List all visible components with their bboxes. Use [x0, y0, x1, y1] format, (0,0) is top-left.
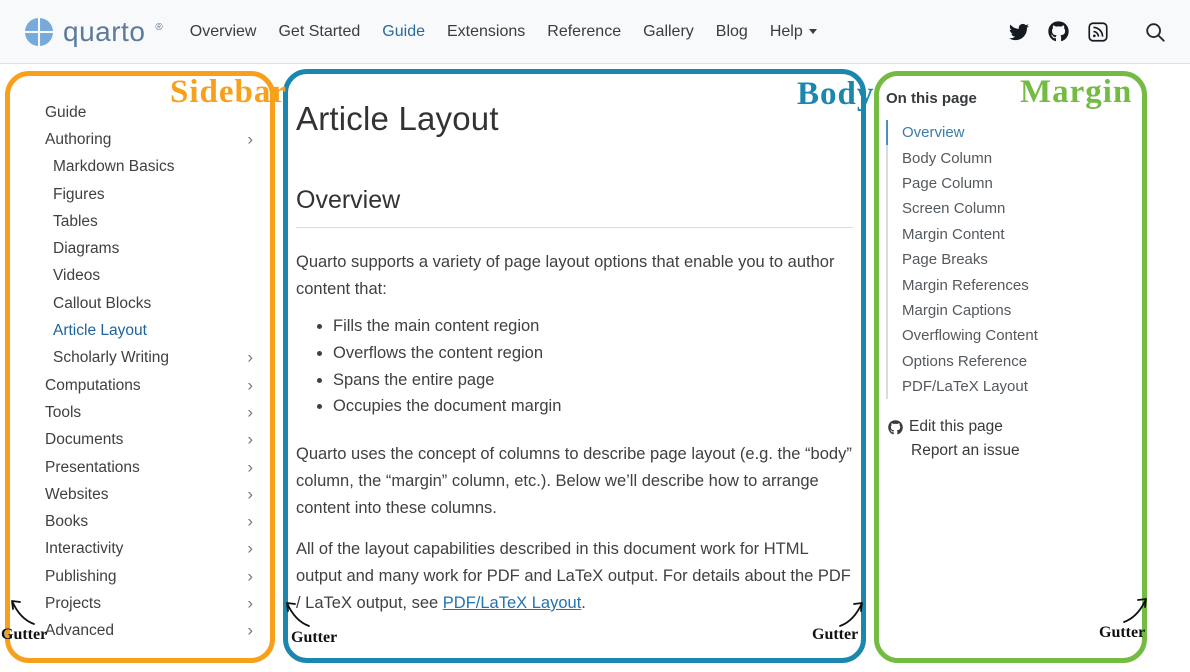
- github-icon: [888, 420, 903, 435]
- registered-mark: ®: [155, 21, 163, 33]
- sidebar-item-label: Diagrams: [53, 240, 120, 258]
- article-body: [296, 84, 853, 617]
- report-an-issue-label: Report an issue: [911, 442, 1020, 460]
- chevron-right-icon[interactable]: ›: [247, 456, 253, 476]
- on-this-page-toc: [886, 90, 1134, 463]
- paragraph: Quarto uses the concept of columns to describe page layout (e.g. the “body” column, the “margin” column, etc.). Below we’ll describe how to arrange content into these columns.: [296, 445, 852, 518]
- nav-item-gallery[interactable]: Gallery: [643, 22, 694, 40]
- toc-item-overflowing-content[interactable]: Overflowing Content: [886, 323, 1134, 348]
- sidebar-item-label: Websites: [45, 485, 109, 503]
- margin-annotation-label: Margin: [1020, 74, 1133, 110]
- bullet-item: • Occupies the document margin: [333, 393, 853, 420]
- section-heading-overview: Overview: [296, 186, 853, 228]
- chevron-right-icon[interactable]: ›: [247, 375, 253, 395]
- sidebar-item-diagrams[interactable]: [11, 235, 265, 262]
- gutter-annotation-label: Gutter: [812, 626, 859, 643]
- sidebar-item-label: Figures: [53, 185, 105, 203]
- top-navbar: [0, 0, 1190, 64]
- chevron-right-icon[interactable]: ›: [247, 620, 253, 640]
- edit-this-page-label: Edit this page: [909, 418, 1003, 436]
- sidebar-item-label: Projects: [45, 594, 101, 612]
- paragraph: [296, 536, 853, 617]
- body-annotation-label: Body: [797, 76, 875, 112]
- sidebar-nav: [11, 99, 265, 645]
- toc-heading: On this page: [886, 90, 977, 107]
- chevron-down-icon: [809, 29, 817, 34]
- chevron-right-icon[interactable]: ›: [247, 538, 253, 558]
- gutter-annotation-label: Gutter: [291, 629, 338, 646]
- nav-item-extensions[interactable]: Extensions: [447, 22, 526, 40]
- sidebar-item-publishing[interactable]: [11, 563, 265, 590]
- toc-item-pdf-latex-layout[interactable]: PDF/LaTeX Layout: [886, 374, 1134, 399]
- chevron-right-icon[interactable]: ›: [247, 129, 253, 149]
- github-icon[interactable]: [1048, 21, 1069, 42]
- nav-item-reference[interactable]: Reference: [547, 22, 622, 40]
- chevron-right-icon[interactable]: ›: [247, 566, 253, 586]
- toc-item-page-column[interactable]: Page Column: [886, 171, 1134, 196]
- sidebar-item-label: Advanced: [45, 622, 114, 640]
- gutter-annotation-label: Gutter: [1099, 624, 1146, 641]
- bullet-item: • Fills the main content region: [333, 313, 853, 340]
- bullet-item: • Spans the entire page: [333, 367, 853, 394]
- nav-item-overview[interactable]: Overview: [189, 22, 257, 40]
- sidebar-item-presentations[interactable]: [11, 454, 265, 481]
- toc-item-margin-content[interactable]: Margin Content: [886, 222, 1134, 247]
- gutter-arrow-icon: [1120, 592, 1150, 624]
- sidebar-item-label: Tables: [53, 212, 98, 230]
- nav-item-blog[interactable]: Blog: [715, 22, 748, 40]
- search-icon[interactable]: [1144, 21, 1166, 43]
- sidebar-item-websites[interactable]: [11, 481, 265, 508]
- nav-item-help[interactable]: [759, 15, 825, 49]
- bullet-list: [296, 313, 853, 421]
- sidebar-item-scholarly-writing[interactable]: [11, 345, 265, 372]
- sidebar-item-interactivity[interactable]: [11, 536, 265, 563]
- rss-icon[interactable]: [1088, 22, 1108, 42]
- sidebar-item-figures[interactable]: [11, 181, 265, 208]
- sidebar-item-documents[interactable]: [11, 427, 265, 454]
- quarto-logo[interactable]: [24, 16, 163, 48]
- sidebar-item-label: Books: [45, 513, 89, 531]
- toc-item-screen-column[interactable]: Screen Column: [886, 196, 1134, 221]
- toc-item-body-column[interactable]: Body Column: [886, 145, 1134, 170]
- sidebar-item-label: Authoring: [45, 130, 112, 148]
- navbar-links: [179, 15, 825, 49]
- sidebar-item-label: Publishing: [45, 567, 117, 585]
- chevron-right-icon[interactable]: ›: [247, 402, 253, 422]
- nav-item-get-started[interactable]: Get Started: [278, 22, 361, 40]
- navbar-icons: [1009, 21, 1166, 43]
- chevron-right-icon[interactable]: ›: [247, 484, 253, 504]
- sidebar-item-label: Interactivity: [45, 540, 124, 558]
- toc-item-page-breaks[interactable]: Page Breaks: [886, 247, 1134, 272]
- paragraph-text: .: [581, 593, 586, 612]
- sidebar-item-label: Computations: [45, 376, 141, 394]
- sidebar-item-label: Article Layout: [53, 322, 147, 340]
- paragraph: Quarto supports a variety of page layout options that enable you to author content that:: [296, 253, 835, 298]
- sidebar-item-label: Callout Blocks: [53, 294, 152, 312]
- sidebar-item-guide[interactable]: [11, 99, 265, 126]
- edit-this-page-link[interactable]: [888, 415, 1134, 439]
- twitter-icon[interactable]: [1009, 22, 1029, 42]
- pdf-latex-layout-link[interactable]: PDF/LaTeX Layout: [442, 593, 582, 612]
- nav-item-help-label: Help: [769, 22, 803, 40]
- sidebar-item-advanced[interactable]: [11, 618, 265, 645]
- quarto-logo-icon: [24, 17, 54, 47]
- chevron-right-icon[interactable]: ›: [247, 429, 253, 449]
- chevron-right-icon[interactable]: ›: [247, 511, 253, 531]
- page-title: Article Layout: [296, 100, 499, 137]
- sidebar-item-tools[interactable]: [11, 399, 265, 426]
- sidebar-item-label: Tools: [45, 403, 82, 421]
- toc-item-margin-references[interactable]: Margin References: [886, 272, 1134, 297]
- sidebar-item-label: Guide: [45, 103, 87, 121]
- sidebar-item-tables[interactable]: [11, 208, 265, 235]
- toc-item-margin-captions[interactable]: Margin Captions: [886, 298, 1134, 323]
- bullet-item: • Overflows the content region: [333, 340, 853, 367]
- toc-item-overview[interactable]: Overview: [886, 120, 1134, 145]
- toc-links: [886, 415, 1134, 463]
- brand-name: quarto: [63, 15, 146, 47]
- report-an-issue-link[interactable]: [888, 439, 1134, 463]
- sidebar-item-callout-blocks[interactable]: [11, 290, 265, 317]
- paragraph-text: All of the layout capabilities described in this document work for HTML output and many work for PDF and LaTeX output. For details about the PDF / LaTeX output, see: [296, 540, 851, 612]
- sidebar-annotation-label: Sidebar: [170, 74, 288, 110]
- sidebar-item-label: Scholarly Writing: [53, 349, 170, 367]
- sidebar-item-label: Presentations: [45, 458, 140, 476]
- gutter-annotation-label: Gutter: [1, 626, 48, 643]
- sidebar-item-markdown-basics[interactable]: [11, 154, 265, 181]
- sidebar-item-projects[interactable]: [11, 590, 265, 617]
- nav-item-guide[interactable]: Guide: [382, 22, 425, 40]
- chevron-right-icon[interactable]: ›: [247, 593, 253, 613]
- toc-item-options-reference[interactable]: Options Reference: [886, 349, 1134, 374]
- sidebar-item-videos[interactable]: [11, 263, 265, 290]
- chevron-right-icon[interactable]: ›: [247, 347, 253, 367]
- sidebar-item-label: Documents: [45, 431, 124, 449]
- sidebar-item-computations[interactable]: [11, 372, 265, 399]
- sidebar-item-authoring[interactable]: [11, 126, 265, 153]
- sidebar-item-books[interactable]: [11, 508, 265, 535]
- sidebar-item-article-layout[interactable]: [11, 317, 265, 344]
- sidebar-item-label: Markdown Basics: [53, 158, 175, 176]
- sidebar-item-label: Videos: [53, 267, 101, 285]
